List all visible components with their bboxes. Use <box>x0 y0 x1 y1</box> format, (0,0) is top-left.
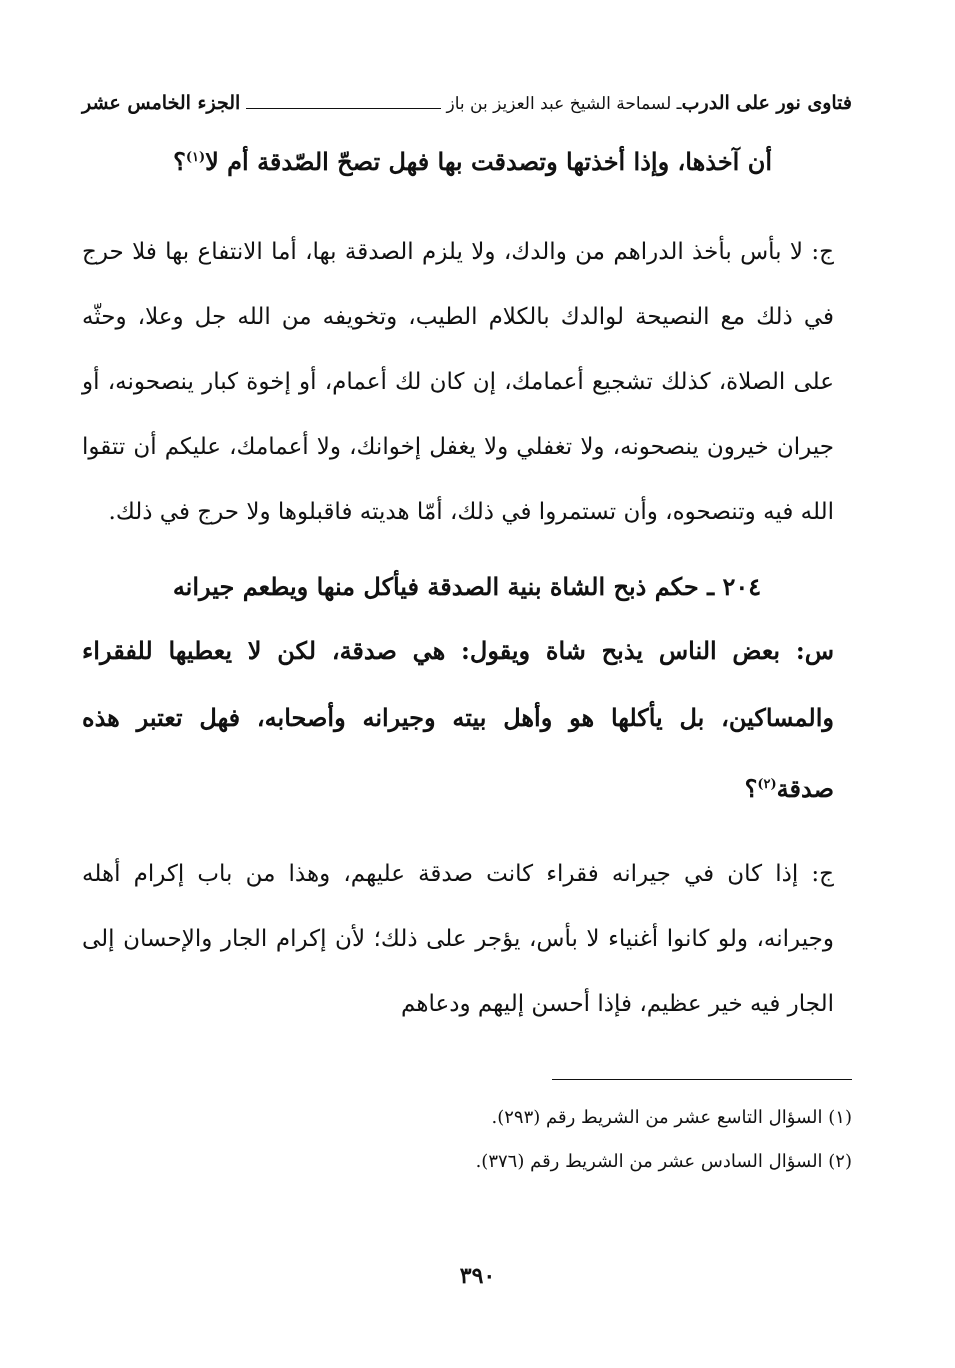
page-body <box>82 92 852 1182</box>
question-2-text: س: بعض الناس يذبح شاة ويقول: هي صدقة، لكن لا يعطيها للفقراء والمساكين، بل يأكلها هو وأهل بيته وجيرانه وأصحابه، فهل تعتبر هذه صدقة <box>82 636 834 803</box>
part-label: الجزء الخامس عشر <box>82 92 241 114</box>
footnote-rule <box>552 1079 852 1080</box>
footnote-2: (٢) السؤال السادس عشر من الشريط رقم (٣٧٦). <box>475 1151 852 1172</box>
section-heading: ٢٠٤ ـ حكم ذبح الشاة بنية الصدقة فيأكل منها ويطعم جيرانه <box>172 572 762 601</box>
question-continuation <box>82 134 852 186</box>
book-title: فتاوى نور على الدرب <box>681 92 852 114</box>
question-continuation-text: أن آخذها، وإذا أخذتها وتصدقت بها فهل تصحّ الصّدقة أم لا <box>205 147 772 176</box>
answer-paragraph-1: ج: لا بأس بأخذ الدراهم من والدك، ولا يلزم الصدقة بها، أما الانتفاع بها فلا حرج في ذلك مع النصيحة لوالدك بالكلام الطيب، وتخويفه من الله جل وعلا، وحثّه على الصلاة، كذلك تشجيع أعمامك، إن كان لك أعمام، أو إخوة كبار ينصحونه، أو جيران خيرون ينصحونه، ولا تغفلي ولا يغفل إخوانك، ولا أعمامك، عليكم أن تتقوا الله فيه وتنصحوه، وأن تستمروا في ذلك، أمّا هديته فاقبلوها ولا حرج في ذلك. <box>82 239 835 525</box>
footnote-1: (١) السؤال التاسع عشر من الشريط رقم (٢٩٣). <box>491 1107 852 1128</box>
footnote-ref-1: (١) <box>185 150 206 165</box>
page-number: ٣٩٠ <box>459 1263 496 1289</box>
author-name: ـ لسماحة الشيخ عبد العزيز بن باز <box>446 94 682 114</box>
question-mark-2: ؟ <box>744 774 758 803</box>
question-paragraph-2 <box>82 617 852 822</box>
footnote-ref-2: (٢) <box>757 777 777 792</box>
running-head <box>82 92 852 128</box>
header-rule <box>246 108 440 109</box>
question-mark: ؟ <box>173 147 186 176</box>
answer-paragraph-2: ج: إذا كان في جيرانه فقراء كانت صدقة عليهم، وهذا من باب إكرام أهله وجيرانه، ولو كانوا أغنياء لا بأس، يؤجر على ذلك؛ لأن إكرام الجار والإحسان إلى الجار فيه خير عظيم، فإذا أحسن إليهم ودعاهم <box>82 861 834 1017</box>
